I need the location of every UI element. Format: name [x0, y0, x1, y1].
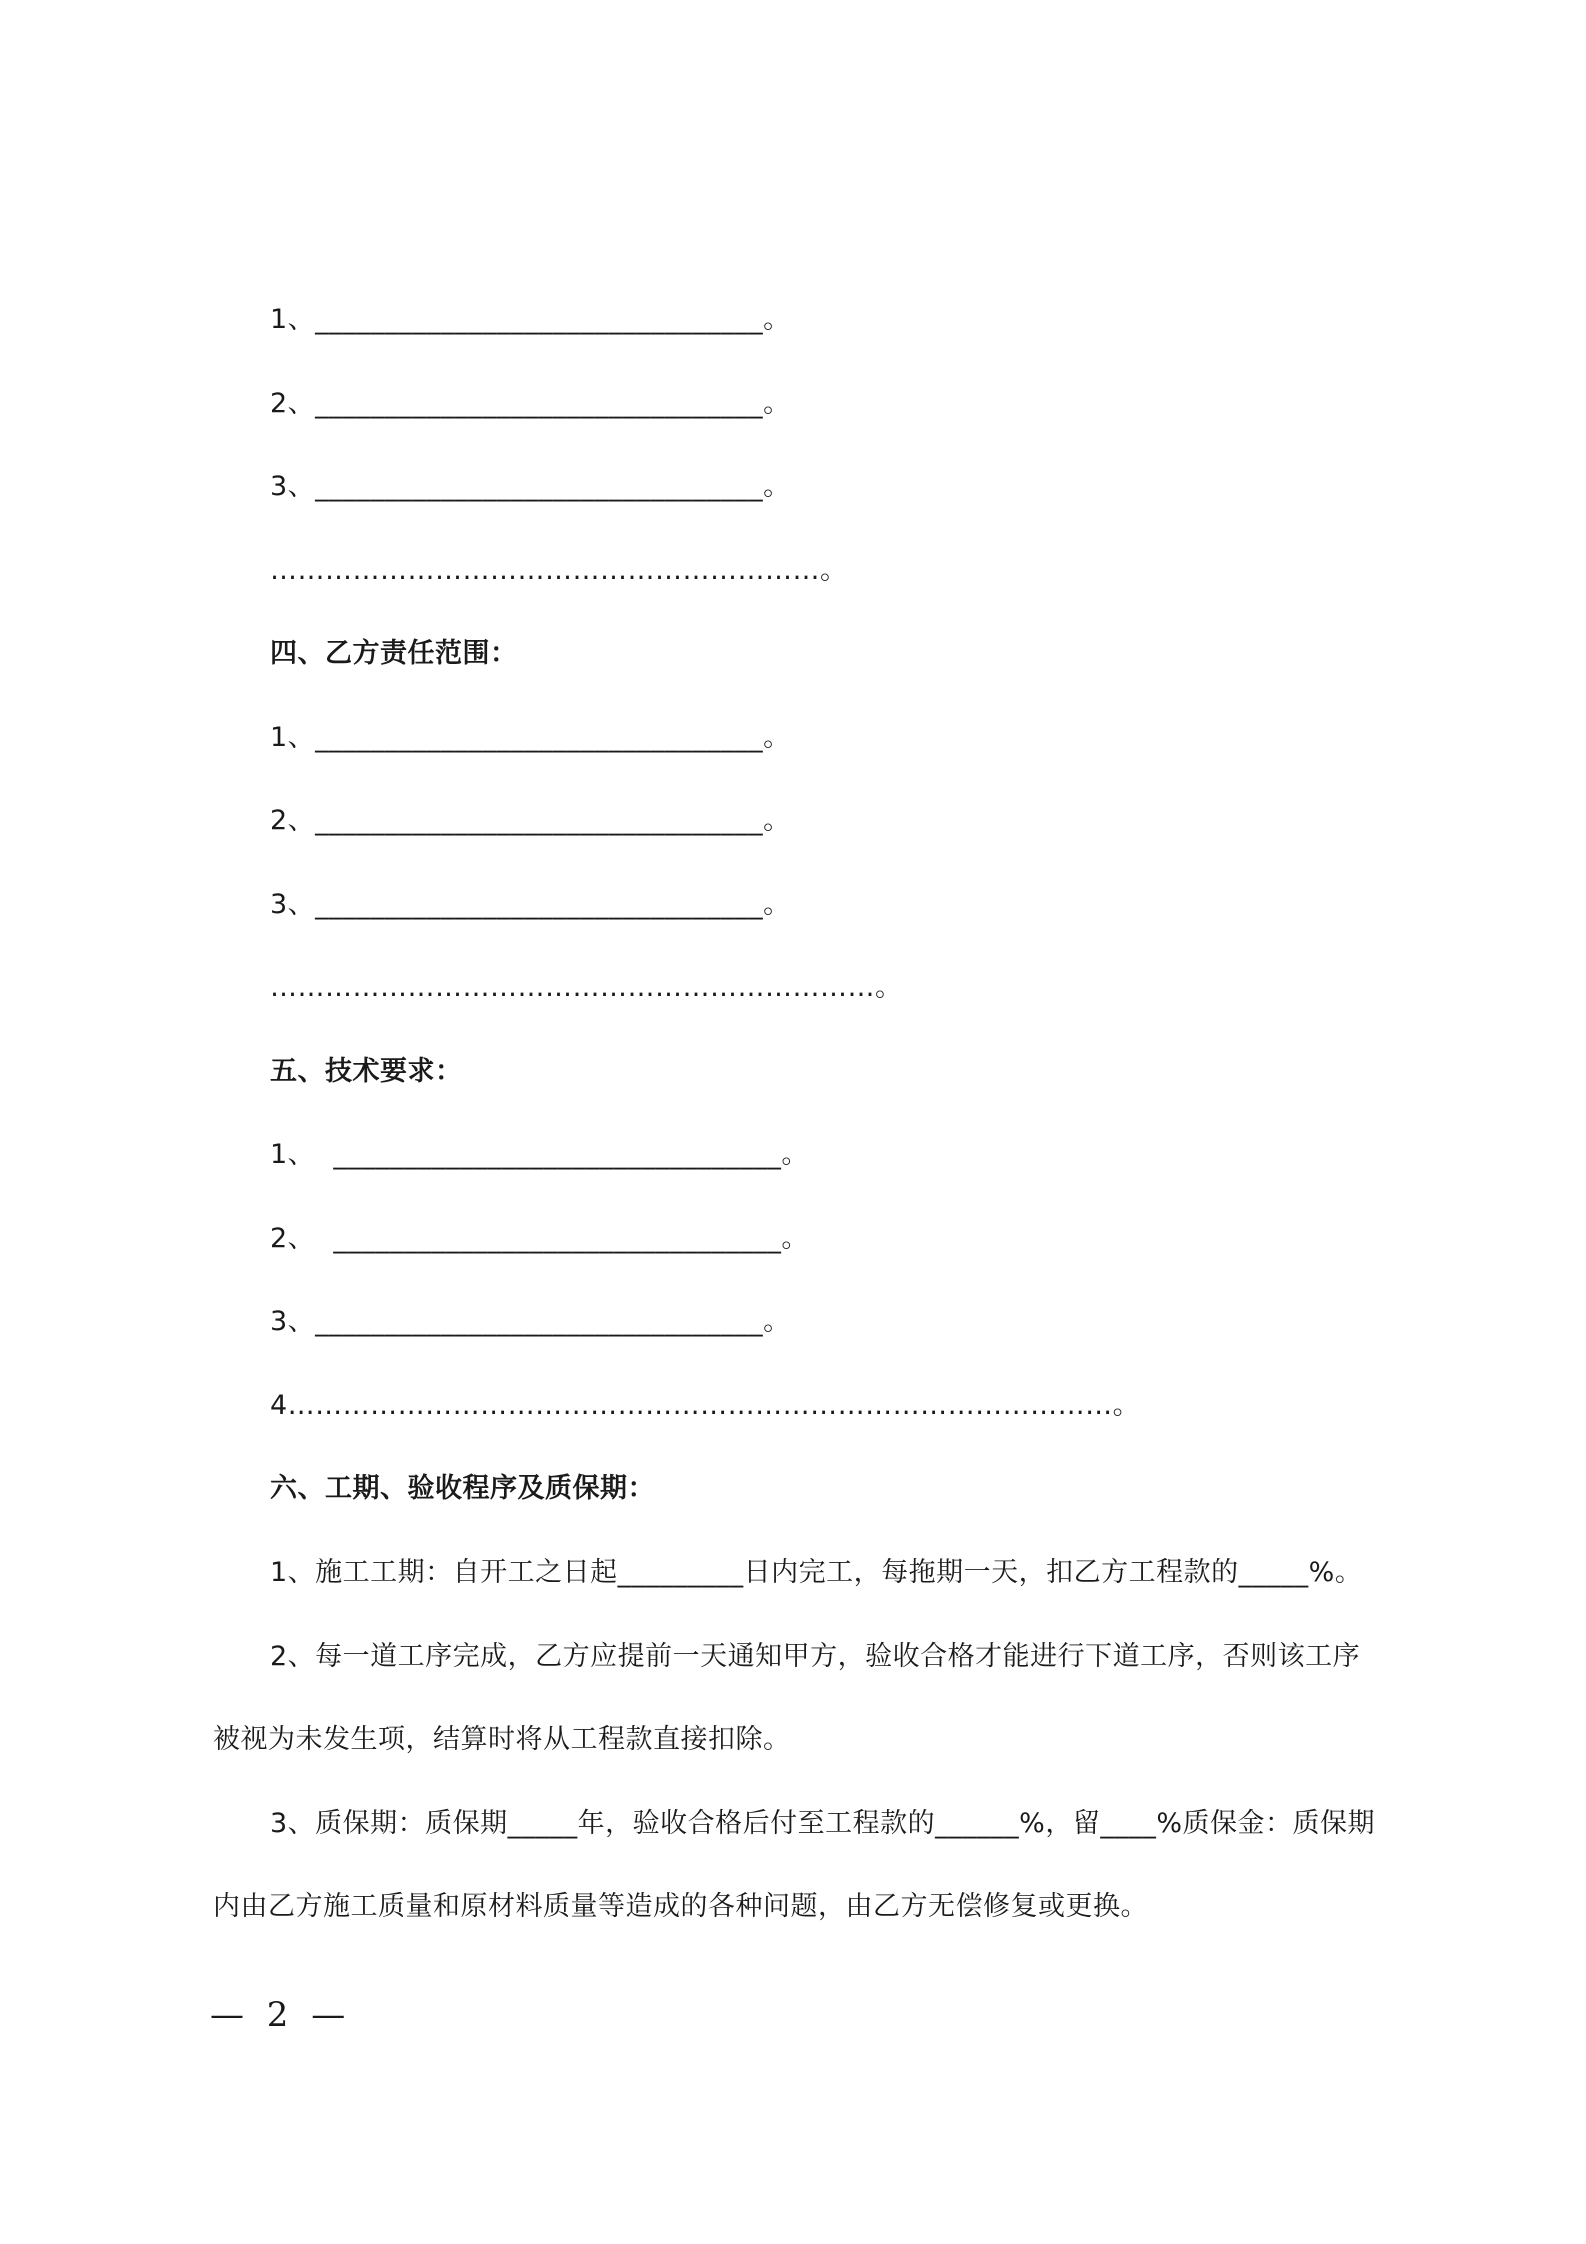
section6-item-1: 1、施工工期：自开工之日起_________日内完工，每拖期一天，扣乙方工程款的_____%。 — [270, 1557, 1363, 1588]
page-number: — 2 — — [210, 1995, 352, 2035]
section5-item-4: 4………………………………………………………………………………。 — [270, 1390, 1141, 1421]
section3-item-3: 3、________________________________。 — [270, 471, 791, 502]
section6-item-2-line-1: 2、每一道工序完成，乙方应提前一天通知甲方，验收合格才能进行下道工序，否则该工序 — [270, 1641, 1361, 1672]
section5-item-2: 2、 ________________________________。 — [270, 1223, 809, 1254]
section5-heading: 五、技术要求： — [270, 1056, 463, 1087]
section4-item-2: 2、________________________________。 — [270, 805, 791, 836]
section4-heading: 四、乙方责任范围： — [270, 638, 518, 669]
section6-heading: 六、工期、验收程序及质保期： — [270, 1473, 655, 1504]
section3-item-1: 1、________________________________。 — [270, 304, 791, 335]
section3-item-2: 2、________________________________。 — [270, 388, 791, 419]
section6-item-2-line-2: 被视为未发生项，结算时将从工程款直接扣除。 — [213, 1724, 791, 1755]
section6-item-3-line-1: 3、质保期：质保期_____年，验收合格后付至工程款的______%，留____%质保金：质保期 — [270, 1808, 1375, 1839]
section4-item-1: 1、________________________________。 — [270, 722, 791, 753]
section4-item-3: 3、________________________________。 — [270, 889, 791, 920]
section5-item-1: 1、 ________________________________。 — [270, 1139, 809, 1170]
section5-item-3: 3、________________________________。 — [270, 1306, 791, 1337]
section4-item-ellipsis: …………………………………………………………。 — [270, 972, 903, 1003]
section3-item-ellipsis: ……………………………………………………。 — [270, 555, 848, 586]
section6-item-3-line-2: 内由乙方施工质量和原材料质量等造成的各种问题，由乙方无偿修复或更换。 — [213, 1891, 1148, 1922]
